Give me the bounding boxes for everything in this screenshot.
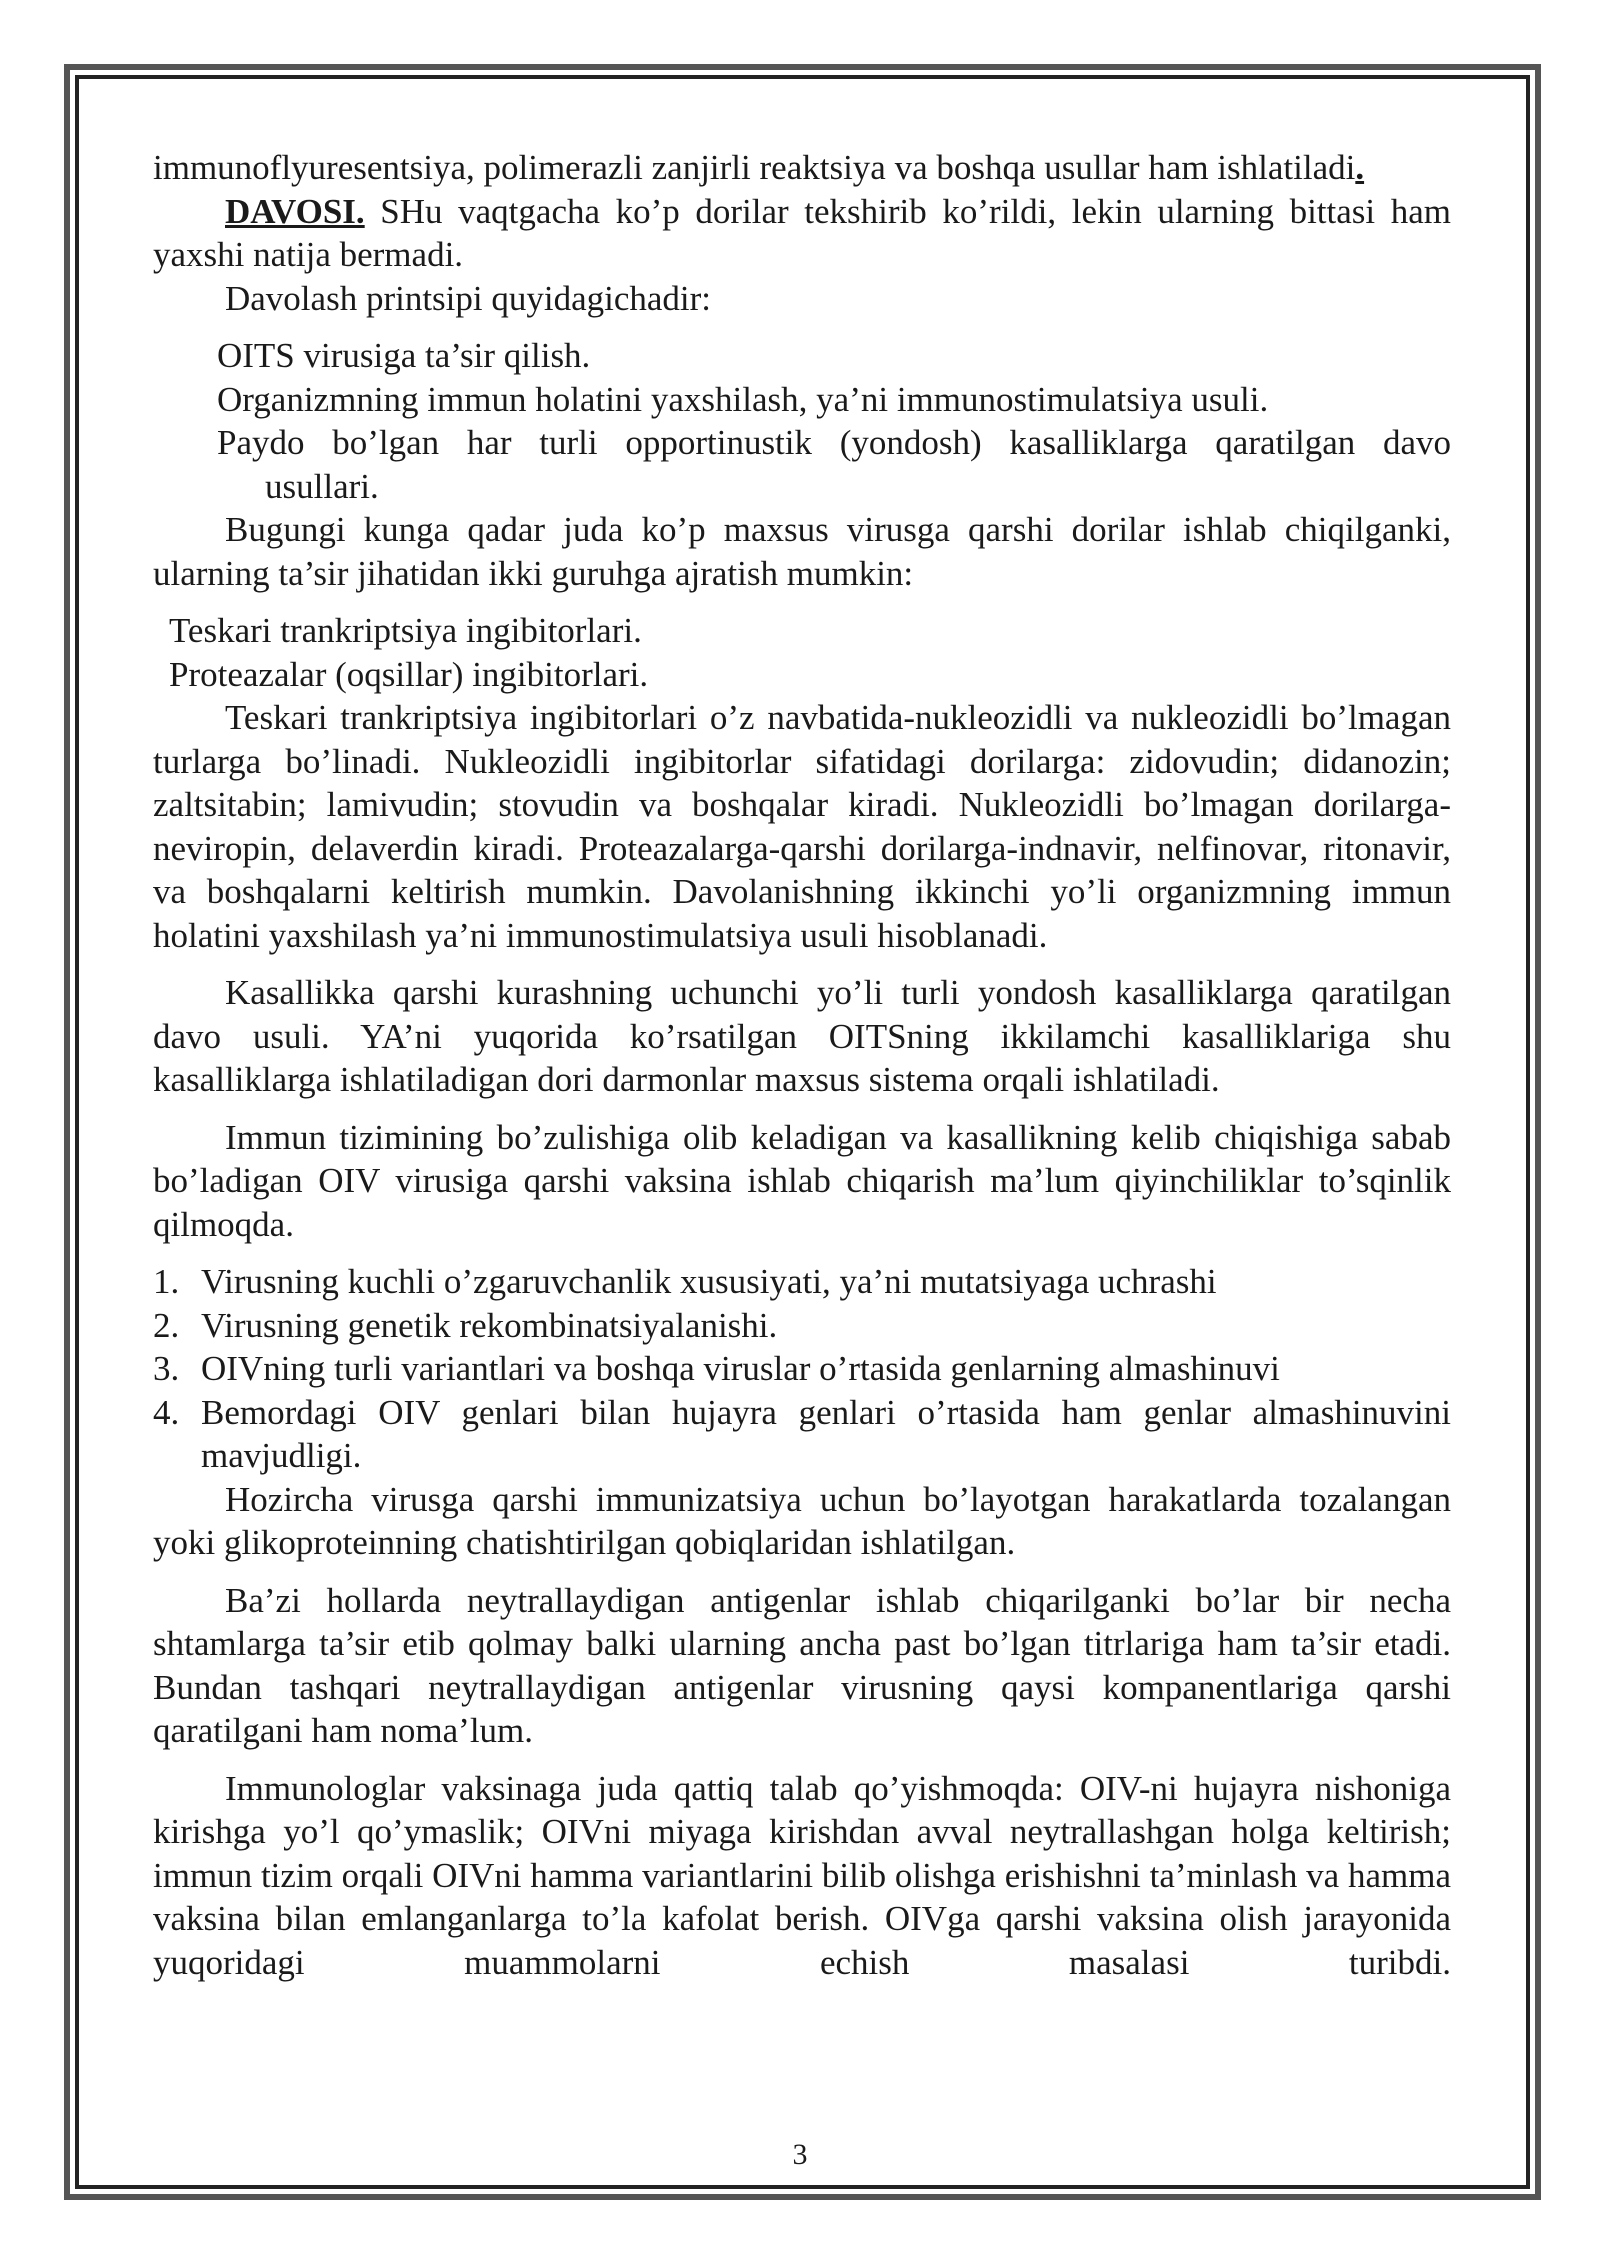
list-item: OITS virusiga ta’sir qilish. [217,336,591,375]
paragraph-davosi [153,190,1451,277]
paragraph-text: immunoflyuresentsiya, polimerazli zanjirli reaktsiya va boshqa usullar ham ishlatiladi [153,148,1356,187]
paragraph-methods [153,146,1451,190]
paragraph-text: SHu vaqtgacha ko’p dorilar tekshirib ko’rildi, lekin ularning bittasi ham yaxshi natija bermadi. [153,191,1451,274]
paragraph-bazi: Ba’zi hollarda neytrallaydigan antigenlar ishlab chiqarilganki bo’lar bir necha shtamlarga ta’sir etib qolmay balki ularning ancha past bo’lgan titrlariga ham ta’sir etadi. Bundan tashqari neytrallaydigan antigenlar virusning qaysi kompanentlariga qarshi qaratilgani ham noma’lum. [153,1580,1451,1750]
paragraph-hozircha: Hozircha virusga qarshi immunizatsiya uchun bo’layotgan harakatlarda tozalangan yoki glikoproteinning chatishtirilgan qobiqlaridan ishlatilgan. [153,1479,1451,1562]
principles-list [153,334,1451,508]
document-body [153,146,1451,1984]
item-number: 3. [153,1349,180,1388]
paragraph-today: Bugungi kunga qadar juda ko’p maxsus virusga qarshi dorilar ishlab chiqilganki, ularning ta’sir jihatidan ikki guruhga ajratish mumkin: [153,510,1451,593]
paragraph-immunologlar: Immunologlar vaksinaga juda qattiq talab qo’yishmoqda: OIV-ni hujayra nishoniga kirishga yo’l qo’ymaslik; OIVni miyaga kirishdan avval neytrallashgan holga keltirish; immun tizim orqali OIVni hamma variantlarini bilib olishga erishishni ta’minlash va hamma vaksina bilan emlanganlarga to’la kafolat berish. OIVga qarshi vaksina olish jarayonida yuqoridagi muammolarni echish masalasi turibdi. [153,1768,1451,1982]
item-text: Bemordagi OIV genlari bilan hujayra genlari o’rtasida ham genlar almashinuvini mavjudligi. [201,1392,1451,1475]
list-item: Proteazalar (oqsillar) ingibitorlari. [169,654,649,694]
section-heading-davosi: DAVOSI. [225,191,365,231]
list-item: Teskari trankriptsiya ingibitorlari. [169,611,642,650]
item-number: 2. [153,1305,180,1345]
paragraph-kasallikka: Kasallikka qarshi kurashning uchunchi yo’li turli yondosh kasalliklarga qaratilgan davo usuli. YA’ni yuqorida ko’rsatilgan OITSning ikkilamchi kasalliklariga shu kasalliklarga ishlatiladigan dori darmonlar maxsus sistema orqali ishlatiladi. [153,973,1451,1099]
list-item [153,421,1451,465]
item-text: Virusning kuchli o’zgaruvchanlik xususiyati, ya’ni mutatsiyaga uchrashi [201,1262,1217,1301]
list-item-text: usullari. [265,466,379,506]
item-text: Virusning genetik rekombinatsiyalanishi. [201,1305,778,1345]
numbered-item [153,1347,1451,1391]
paragraph-immun: Immun tizimining bo’zulishiga olib keladigan va kasallikning kelib chiqishiga sabab bo’ladigan OIV virusiga qarshi vaksina ishlab chiqarish ma’lum qiyinchiliklar to’sqinlik qilmoqda. [153,1117,1451,1244]
groups-list [153,609,1451,696]
numbered-list [153,1260,1451,1478]
list-item-text: Paydo bo’lgan har turli opportinustik (yondosh) kasalliklarga qaratilgan davo [217,423,1451,462]
numbered-item [153,1304,1451,1348]
numbered-item [153,1260,1451,1304]
item-number: 1. [153,1262,180,1301]
list-item: Organizmning immun holatini yaxshilash, ya’ni immunostimulatsiya usuli. [217,379,1269,419]
page-number: 3 [792,2138,808,2171]
paragraph-principle-intro: Davolash printsipi quyidagichadir: [225,278,712,318]
paragraph-dot: . [1355,148,1365,187]
paragraph-teskari: Teskari trankriptsiya ingibitorlari o’z navbatida-nukleozidli va nukleozidli bo’lmagan turlarga bo’linadi. Nukleozidli ingibitorlar sifatidagi dorilarga: zidovudin; didanozin; zaltsitabin; lamivudin; stovudin va boshqalar kiradi. Nukleozidli bo’lmagan dorilarga- neviropin, delaverdin kiradi. Proteazalarga-qarshi dorilarga-indnavir, nelfinovar, ritonavir, va boshqalarni keltirish mumkin. Davolanishning ikkinchi yo’li organizmning immun holatini yaxshilash ya’ni immunostimulatsiya usuli hisoblanadi. [153,698,1451,955]
list-item-continuation [153,465,1451,509]
item-number: 4. [153,1392,180,1432]
numbered-item [153,1391,1451,1478]
item-text: OIVning turli variantlari va boshqa viruslar o’rtasida genlarning almashinuvi [201,1349,1280,1388]
